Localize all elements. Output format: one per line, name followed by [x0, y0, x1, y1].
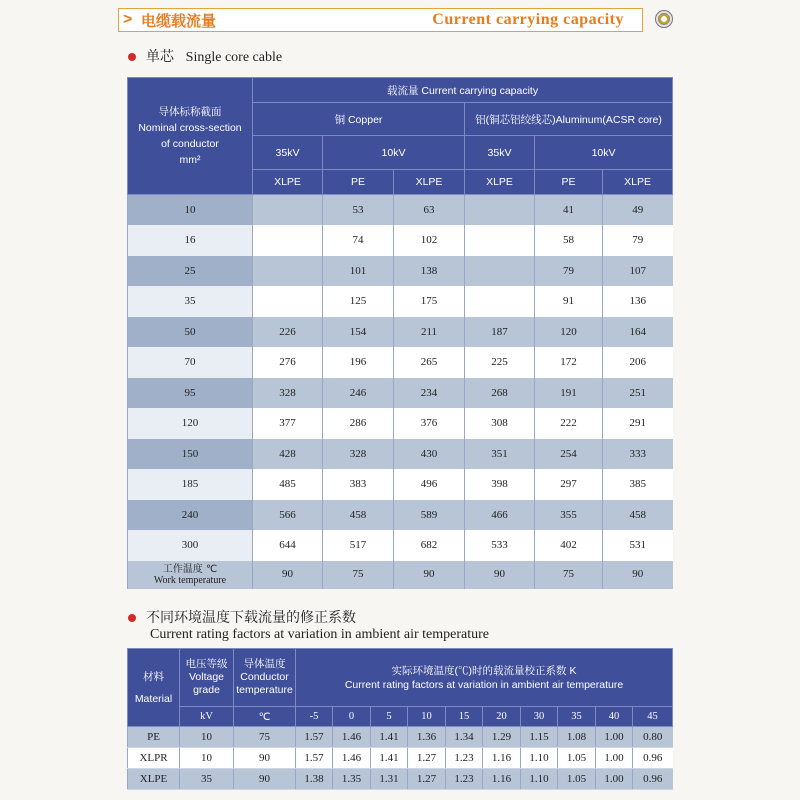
table-cell: 0.96	[633, 769, 673, 790]
table-row	[128, 727, 673, 748]
table-cell: 533	[465, 530, 535, 561]
table-cell: 1.05	[558, 748, 596, 769]
table-cell: 1.34	[446, 727, 483, 748]
work-temperature-label: 工作温度 ℃ Work temperature	[128, 561, 253, 589]
table-cell: 1.15	[521, 727, 558, 748]
insulation-header: XLPE	[394, 170, 465, 195]
table-cell: 154	[323, 317, 394, 348]
table-row	[128, 347, 673, 378]
table-row	[128, 286, 673, 317]
conductor-size-cell: 150	[128, 439, 253, 470]
page-header	[118, 8, 643, 32]
ambient-temp-header: 10	[408, 707, 446, 727]
section-rating-factors-title	[128, 609, 489, 643]
table-cell: 75	[323, 561, 394, 589]
table-row	[128, 256, 673, 287]
table-cell: 254	[535, 439, 603, 470]
table-cell: 175	[394, 286, 465, 317]
table-row	[128, 469, 673, 500]
table-cell: 383	[323, 469, 394, 500]
table-cell: 1.29	[483, 727, 521, 748]
table-cell: 79	[603, 225, 673, 256]
table-cell: 91	[535, 286, 603, 317]
table-cell: 35	[180, 769, 234, 790]
insulation-header: XLPE	[603, 170, 673, 195]
table-cell: 291	[603, 408, 673, 439]
aluminum-header: 铝(铜芯铝绞线芯)Aluminum(ACSR core)	[465, 103, 673, 136]
table-cell: 376	[394, 408, 465, 439]
cu-35kv-header: 35kV	[253, 136, 323, 170]
section1-title-en: Single core cable	[185, 50, 283, 65]
ambient-temp-header: 0	[333, 707, 371, 727]
table-cell: 74	[323, 225, 394, 256]
table-cell: 1.41	[371, 727, 408, 748]
table-cell: 1.57	[296, 727, 333, 748]
material-cell: XLPR	[128, 748, 180, 769]
table-cell: 90	[465, 561, 535, 589]
table-cell: 1.41	[371, 748, 408, 769]
insulation-header: XLPE	[253, 170, 323, 195]
table-cell: 251	[603, 378, 673, 409]
table-cell: 191	[535, 378, 603, 409]
table-cell: 101	[323, 256, 394, 287]
al-35kv-header: 35kV	[465, 136, 535, 170]
table-cell: 355	[535, 500, 603, 531]
table-cell: 333	[603, 439, 673, 470]
table-cell: 328	[253, 378, 323, 409]
table-cell: 428	[253, 439, 323, 470]
table-cell: 1.35	[333, 769, 371, 790]
table-cell: 53	[323, 195, 394, 226]
table-cell: 1.08	[558, 727, 596, 748]
header-title-en: Current carrying capacity	[432, 11, 624, 28]
table-cell: 1.31	[371, 769, 408, 790]
voltage-unit: kV	[180, 707, 234, 727]
ambient-temp-header: 15	[446, 707, 483, 727]
bullet-icon	[128, 53, 136, 61]
conductor-size-cell: 16	[128, 225, 253, 256]
table-cell: 211	[394, 317, 465, 348]
conductor-size-cell: 120	[128, 408, 253, 439]
conductor-size-cell: 25	[128, 256, 253, 287]
table-cell: 102	[394, 225, 465, 256]
table-cell: 1.10	[521, 748, 558, 769]
table-cell: 164	[603, 317, 673, 348]
table-cell: 172	[535, 347, 603, 378]
table-cell: 398	[465, 469, 535, 500]
table-cell	[253, 195, 323, 226]
section2-title-en: Current rating factors at variation in ambient air temperature	[150, 627, 489, 642]
table-cell: 125	[323, 286, 394, 317]
table-cell: 79	[535, 256, 603, 287]
conductor-size-cell: 95	[128, 378, 253, 409]
ambient-temp-header: 5	[371, 707, 408, 727]
conductor-size-cell: 185	[128, 469, 253, 500]
table-cell: 1.27	[408, 769, 446, 790]
table-cell: 430	[394, 439, 465, 470]
table-cell	[253, 256, 323, 287]
table-cell: 1.23	[446, 748, 483, 769]
ambient-temp-header: 35	[558, 707, 596, 727]
table-cell: 234	[394, 378, 465, 409]
table-cell	[253, 225, 323, 256]
table-cell: 90	[603, 561, 673, 589]
table-cell: 1.23	[446, 769, 483, 790]
table-cell: 222	[535, 408, 603, 439]
table-cell: 246	[323, 378, 394, 409]
bullet-icon	[128, 614, 136, 622]
section-single-core-title	[128, 46, 282, 66]
material-header: 材料 Material	[128, 649, 180, 727]
insulation-header: XLPE	[465, 170, 535, 195]
ambient-temp-header: 40	[596, 707, 633, 727]
table-cell: 120	[535, 317, 603, 348]
table-cell: 49	[603, 195, 673, 226]
table-row	[128, 500, 673, 531]
table-cell: 682	[394, 530, 465, 561]
table-cell: 196	[323, 347, 394, 378]
table-cell: 328	[323, 439, 394, 470]
table-cell: 286	[323, 408, 394, 439]
table-cell	[465, 225, 535, 256]
table-cell: 517	[323, 530, 394, 561]
table-cell: 107	[603, 256, 673, 287]
table-cell: 1.00	[596, 727, 633, 748]
table-cell: 268	[465, 378, 535, 409]
table-cell: 458	[323, 500, 394, 531]
table-cell	[465, 195, 535, 226]
ambient-temp-header: -5	[296, 707, 333, 727]
table-cell: 10	[180, 748, 234, 769]
table-cell: 1.00	[596, 748, 633, 769]
table-cell: 90	[253, 561, 323, 589]
table-cell: 63	[394, 195, 465, 226]
temp-unit: ℃	[234, 707, 296, 727]
rating-factor-header: 实际环境温度(℃)时的载流量校正系数 K Current rating factors at variation in ambient air temperature	[296, 649, 673, 707]
capacity-header: 载流量 Current carrying capacity	[253, 78, 673, 103]
table-row	[128, 195, 673, 226]
table-cell: 496	[394, 469, 465, 500]
table-cell	[465, 256, 535, 287]
table-cell: 276	[253, 347, 323, 378]
table-cell: 1.10	[521, 769, 558, 790]
table-cell: 58	[535, 225, 603, 256]
table-cell: 351	[465, 439, 535, 470]
table-cell: 206	[603, 347, 673, 378]
section1-title-cn: 单芯	[146, 48, 174, 64]
table-cell: 1.57	[296, 748, 333, 769]
conductor-temp-header: 导体温度 Conductor temperature	[234, 649, 296, 707]
cu-10kv-header: 10kV	[323, 136, 465, 170]
table-cell: 90	[234, 769, 296, 790]
table-cell: 90	[234, 748, 296, 769]
table-cell: 377	[253, 408, 323, 439]
table-row	[128, 748, 673, 769]
table-cell: 466	[465, 500, 535, 531]
conductor-size-cell: 70	[128, 347, 253, 378]
table-cell: 90	[394, 561, 465, 589]
section2-title-cn: 不同环境温度下载流量的修正系数	[146, 609, 356, 625]
table-cell: 1.36	[408, 727, 446, 748]
table-cell: 1.27	[408, 748, 446, 769]
table-cell: 589	[394, 500, 465, 531]
table-cell: 1.38	[296, 769, 333, 790]
insulation-header: PE	[323, 170, 394, 195]
ambient-temp-header: 45	[633, 707, 673, 727]
ambient-temp-header: 20	[483, 707, 521, 727]
chevron-right-icon: >	[123, 11, 133, 28]
conductor-size-cell: 35	[128, 286, 253, 317]
insulation-header: PE	[535, 170, 603, 195]
table-cell: 265	[394, 347, 465, 378]
material-cell: PE	[128, 727, 180, 748]
table-cell: 187	[465, 317, 535, 348]
copper-header: 铜 Copper	[253, 103, 465, 136]
table-cell: 644	[253, 530, 323, 561]
table-cell: 10	[180, 727, 234, 748]
table-cell: 1.05	[558, 769, 596, 790]
conductor-size-cell: 50	[128, 317, 253, 348]
table-cell: 136	[603, 286, 673, 317]
table-cell: 402	[535, 530, 603, 561]
table-row	[128, 408, 673, 439]
table-cell: 1.16	[483, 748, 521, 769]
single-core-capacity-table	[127, 77, 673, 589]
table-cell: 308	[465, 408, 535, 439]
table-row	[128, 317, 673, 348]
gear-icon	[655, 10, 673, 28]
table-row	[128, 439, 673, 470]
conductor-size-cell: 240	[128, 500, 253, 531]
table-row	[128, 378, 673, 409]
ambient-temp-header: 30	[521, 707, 558, 727]
header-title-cn: 电缆载流量	[141, 11, 217, 30]
table-cell: 0.96	[633, 748, 673, 769]
al-10kv-header: 10kV	[535, 136, 673, 170]
material-cell: XLPE	[128, 769, 180, 790]
table-row	[128, 225, 673, 256]
table-cell: 75	[535, 561, 603, 589]
table-cell: 41	[535, 195, 603, 226]
table-row	[128, 530, 673, 561]
table-cell: 297	[535, 469, 603, 500]
voltage-header: 电压等级 Voltage grade	[180, 649, 234, 707]
table-cell: 75	[234, 727, 296, 748]
conductor-size-cell: 10	[128, 195, 253, 226]
table-cell: 458	[603, 500, 673, 531]
table-cell: 531	[603, 530, 673, 561]
table-cell: 225	[465, 347, 535, 378]
table-cell: 0.80	[633, 727, 673, 748]
conductor-size-header: 导体标称截面 Nominal cross-section of conductor mm²	[128, 78, 253, 195]
table-cell: 1.46	[333, 727, 371, 748]
table-cell	[253, 286, 323, 317]
table-row	[128, 769, 673, 790]
table-cell: 385	[603, 469, 673, 500]
table-cell: 138	[394, 256, 465, 287]
table-cell	[465, 286, 535, 317]
table-cell: 1.46	[333, 748, 371, 769]
table-cell: 485	[253, 469, 323, 500]
conductor-size-cell: 300	[128, 530, 253, 561]
work-temperature-row	[128, 561, 673, 589]
table-cell: 226	[253, 317, 323, 348]
table-cell: 1.16	[483, 769, 521, 790]
table-cell: 1.00	[596, 769, 633, 790]
table-cell: 566	[253, 500, 323, 531]
rating-factors-table	[127, 648, 673, 790]
